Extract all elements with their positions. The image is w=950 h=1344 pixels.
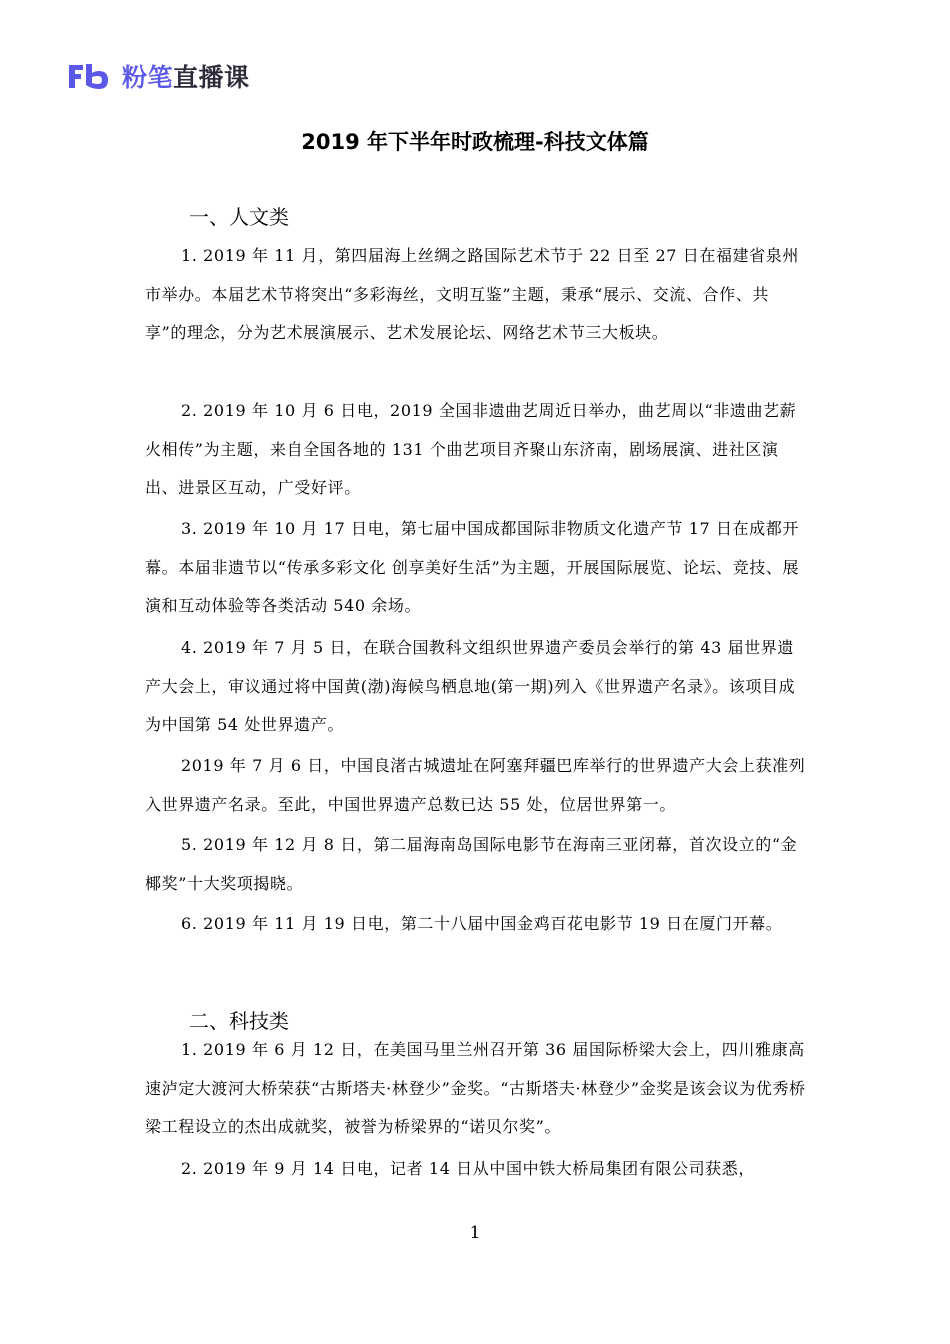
document-title: 2019 年下半年时政梳理-科技文体篇 xyxy=(301,130,649,154)
section-heading-technology: 二、科技类 xyxy=(189,1009,289,1033)
page-number: 1 xyxy=(469,1223,481,1243)
brand-name xyxy=(122,58,250,94)
brand-name-primary: 粉笔 xyxy=(122,63,174,92)
product-name: 直播课 xyxy=(173,63,250,92)
paragraph-technology-1: 1. 2019 年 6 月 12 日，在美国马里兰州召开第 36 届国际桥梁大会上，四川雅康高速泸定大渡河大桥荣获“古斯塔夫·林登少”金奖。“古斯塔夫·林登少”金奖是该会议为优秀桥梁工程设立的杰出成就奖，被誉为桥梁界的“诺贝尔奖”。 xyxy=(145,1040,806,1136)
paragraph-humanities-4-note: 2019 年 7 月 6 日，中国良渚古城遗址在阿塞拜疆巴库举行的世界遗产大会上获准列入世界遗产名录。至此，中国世界遗产总数已达 55 处，位居世界第一。 xyxy=(145,756,806,814)
paragraph-humanities-1: 1. 2019 年 11 月，第四届海上丝绸之路国际艺术节于 22 日至 27 日在福建省泉州市举办。本届艺术节将突出“多彩海丝，文明互鉴”主题，秉承“展示、交流、合作、共享”的理念，分为艺术展演展示、艺术发展论坛、网络艺术节三大板块。 xyxy=(145,246,799,342)
fb-logo-icon xyxy=(66,61,112,91)
brand-logo xyxy=(66,58,250,94)
paragraph-humanities-3: 3. 2019 年 10 月 17 日电，第七届中国成都国际非物质文化遗产节 17 日在成都开幕。本届非遗节以“传承多彩文化 创享美好生活”为主题，开展国际展览、论坛、竞技、展演和互动体验等各类活动 540 余场。 xyxy=(145,519,800,615)
paragraph-humanities-5: 5. 2019 年 12 月 8 日，第二届海南岛国际电影节在海南三亚闭幕，首次设立的“金椰奖”十大奖项揭晓。 xyxy=(145,835,798,893)
paragraph-humanities-6: 6. 2019 年 11 月 19 日电，第二十八届中国金鸡百花电影节 19 日在厦门开幕。 xyxy=(181,914,783,933)
paragraph-technology-2: 2. 2019 年 9 月 14 日电，记者 14 日从中国中铁大桥局集团有限公司获悉， xyxy=(181,1159,755,1178)
section-heading-humanities: 一、人文类 xyxy=(189,205,289,229)
paragraph-humanities-4: 4. 2019 年 7 月 5 日，在联合国教科文组织世界遗产委员会举行的第 43 届世界遗产大会上，审议通过将中国黄(渤)海候鸟栖息地(第一期)列入《世界遗产名录》。该项目成为中国第 54 处世界遗产。 xyxy=(145,638,796,734)
paragraph-humanities-2: 2. 2019 年 10 月 6 日电，2019 全国非遗曲艺周近日举办，曲艺周以“非遗曲艺薪火相传”为主题，来自全国各地的 131 个曲艺项目齐聚山东济南，剧场展演、进社区演出、进景区互动，广受好评。 xyxy=(145,401,797,497)
